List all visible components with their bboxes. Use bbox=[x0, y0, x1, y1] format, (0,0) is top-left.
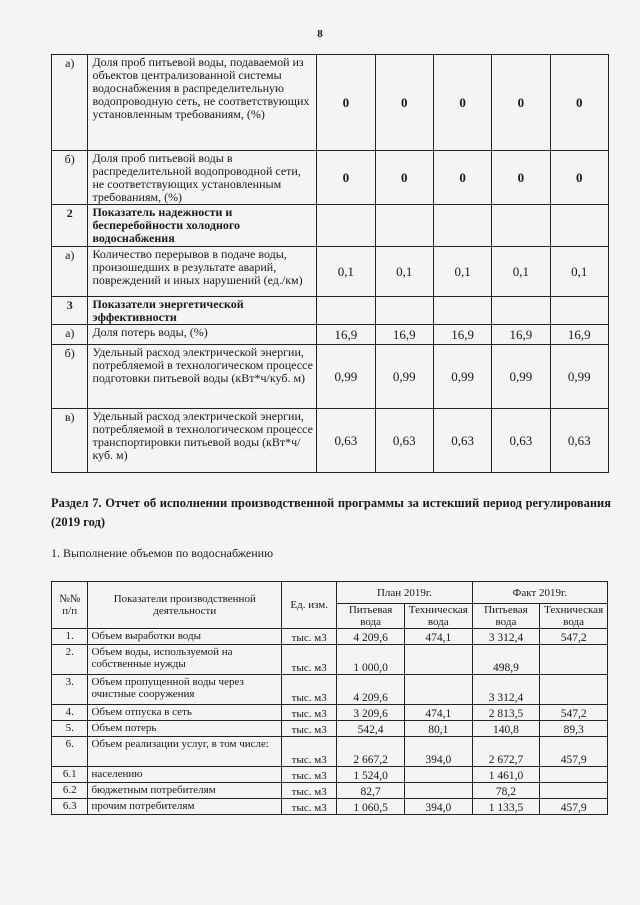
unit-cell: тыс. м3 bbox=[282, 721, 337, 737]
header-plan-technical: Техническая вода bbox=[404, 604, 472, 629]
indicator-value: 16,9 bbox=[433, 325, 491, 345]
fact-drinking-value: 78,2 bbox=[472, 783, 540, 799]
table-row bbox=[52, 737, 608, 767]
unit-cell: тыс. м3 bbox=[282, 737, 337, 767]
plan-drinking-value: 2 667,2 bbox=[337, 737, 405, 767]
indicator-value: 0,63 bbox=[433, 409, 491, 473]
table-row bbox=[52, 721, 608, 737]
indicator-name: Объем воды, используемой на собственные нужды bbox=[88, 645, 282, 675]
unit-cell: тыс. м3 bbox=[282, 675, 337, 705]
unit-cell: тыс. м3 bbox=[282, 645, 337, 675]
indicator-value: 0 bbox=[433, 55, 491, 151]
row-number: 3 bbox=[52, 297, 88, 325]
subsection-title: 1. Выполнение объемов по водоснабжению bbox=[51, 546, 274, 560]
indicator-value: 16,9 bbox=[317, 325, 375, 345]
plan-drinking-value: 4 209,6 bbox=[337, 675, 405, 705]
row-number: а) bbox=[52, 247, 88, 297]
row-number: 1. bbox=[52, 629, 88, 645]
indicator-name: Показатель надежности и бесперебойности холодного водоснабжения bbox=[88, 205, 317, 247]
row-number: 2. bbox=[52, 645, 88, 675]
unit-cell: тыс. м3 bbox=[282, 783, 337, 799]
unit-cell: тыс. м3 bbox=[282, 705, 337, 721]
table-row bbox=[52, 767, 608, 783]
indicator-value: 0,99 bbox=[492, 345, 550, 409]
fact-technical-value: 547,2 bbox=[540, 629, 608, 645]
indicator-value: 0 bbox=[375, 151, 433, 205]
indicator-value: 0,63 bbox=[375, 409, 433, 473]
row-number: б) bbox=[52, 345, 88, 409]
row-number: а) bbox=[52, 325, 88, 345]
indicator-row bbox=[52, 297, 609, 325]
row-number: 2 bbox=[52, 205, 88, 247]
plan-technical-value bbox=[404, 675, 472, 705]
plan-drinking-value: 82,7 bbox=[337, 783, 405, 799]
indicator-value: 0 bbox=[317, 151, 375, 205]
indicator-value: 0,1 bbox=[492, 247, 550, 297]
plan-technical-value: 474,1 bbox=[404, 705, 472, 721]
indicator-value bbox=[433, 205, 491, 247]
fact-drinking-value: 1 461,0 bbox=[472, 767, 540, 783]
fact-drinking-value: 1 133,5 bbox=[472, 799, 540, 815]
header-fact: Факт 2019г. bbox=[472, 582, 607, 604]
indicator-name: бюджетным потребителям bbox=[88, 783, 282, 799]
indicator-value: 0 bbox=[433, 151, 491, 205]
fact-drinking-value: 140,8 bbox=[472, 721, 540, 737]
indicator-name: Объем пропущенной воды через очистные сооружения bbox=[88, 675, 282, 705]
header-unit: Ед. изм. bbox=[282, 582, 337, 629]
table-row bbox=[52, 705, 608, 721]
header-indicator: Показатели производственной деятельности bbox=[88, 582, 282, 629]
indicator-name: Объем отпуска в сеть bbox=[88, 705, 282, 721]
header-num: №№ п/п bbox=[52, 582, 88, 629]
fact-technical-value: 457,9 bbox=[540, 799, 608, 815]
indicator-value: 0,99 bbox=[433, 345, 491, 409]
indicator-name: Удельный расход электрической энергии, потребляемой в технологическом процессе транспортировки питьевой воды (кВт*ч/куб. м) bbox=[88, 409, 317, 473]
indicator-value: 0 bbox=[492, 151, 550, 205]
unit-cell: тыс. м3 bbox=[282, 767, 337, 783]
indicator-value: 0,1 bbox=[433, 247, 491, 297]
plan-technical-value: 394,0 bbox=[404, 799, 472, 815]
table-row bbox=[52, 799, 608, 815]
indicator-row bbox=[52, 151, 609, 205]
row-number: б) bbox=[52, 151, 88, 205]
indicator-value bbox=[375, 205, 433, 247]
indicator-value: 0,99 bbox=[317, 345, 375, 409]
indicator-row bbox=[52, 345, 609, 409]
indicator-name: Показатели энергетической эффективности bbox=[88, 297, 317, 325]
indicator-value bbox=[375, 297, 433, 325]
indicator-name: Доля потерь воды, (%) bbox=[88, 325, 317, 345]
page-number: 8 bbox=[317, 28, 323, 40]
indicator-name: Доля проб питьевой воды в распределительной водопроводной сети, не соответствующих установленным требованиям, (%) bbox=[88, 151, 317, 205]
row-number: 6.1 bbox=[52, 767, 88, 783]
indicator-value: 0,1 bbox=[317, 247, 375, 297]
indicator-value: 16,9 bbox=[550, 325, 608, 345]
indicator-value: 0,1 bbox=[550, 247, 608, 297]
header-plan-drinking: Питьевая вода bbox=[337, 604, 405, 629]
indicator-value: 0,1 bbox=[375, 247, 433, 297]
row-number: 5. bbox=[52, 721, 88, 737]
table-row bbox=[52, 645, 608, 675]
indicator-value bbox=[550, 205, 608, 247]
indicator-value bbox=[550, 297, 608, 325]
row-number: 6. bbox=[52, 737, 88, 767]
plan-technical-value bbox=[404, 783, 472, 799]
indicator-name: Удельный расход электрической энергии, потребляемой в технологическом процессе подготовки питьевой воды (кВт*ч/куб. м) bbox=[88, 345, 317, 409]
indicator-value: 0,63 bbox=[317, 409, 375, 473]
indicator-name: Объем реализации услуг, в том числе: bbox=[88, 737, 282, 767]
fact-technical-value bbox=[540, 783, 608, 799]
row-number: 6.2 bbox=[52, 783, 88, 799]
indicator-value: 0,63 bbox=[550, 409, 608, 473]
indicator-name: Объем потерь bbox=[88, 721, 282, 737]
fact-technical-value: 89,3 bbox=[540, 721, 608, 737]
plan-drinking-value: 1 000,0 bbox=[337, 645, 405, 675]
fact-drinking-value: 3 312,4 bbox=[472, 675, 540, 705]
plan-technical-value bbox=[404, 767, 472, 783]
unit-cell: тыс. м3 bbox=[282, 799, 337, 815]
section-title: Раздел 7. Отчет об исполнении производственной программы за истекший период регулирования (2019 год) bbox=[51, 496, 611, 529]
table-row bbox=[52, 629, 608, 645]
fact-drinking-value: 3 312,4 bbox=[472, 629, 540, 645]
indicator-value: 0 bbox=[375, 55, 433, 151]
plan-drinking-value: 1 524,0 bbox=[337, 767, 405, 783]
indicator-value: 0 bbox=[550, 151, 608, 205]
production-volumes-table bbox=[51, 581, 608, 815]
row-number: 6.3 bbox=[52, 799, 88, 815]
indicator-name: прочим потребителям bbox=[88, 799, 282, 815]
indicator-value: 0 bbox=[550, 55, 608, 151]
table-row bbox=[52, 783, 608, 799]
row-number: 4. bbox=[52, 705, 88, 721]
indicator-name: Доля проб питьевой воды, подаваемой из объектов централизованной системы водоснабжения в распределительную водопроводную сеть, не соответствующих установленным требованиям, (%) bbox=[88, 55, 317, 151]
indicator-name: Количество перерывов в подаче воды, произошедших в результате аварий, повреждений и иных нарушений (ед./км) bbox=[88, 247, 317, 297]
indicator-value: 0,99 bbox=[550, 345, 608, 409]
indicator-value: 0,63 bbox=[492, 409, 550, 473]
row-number: а) bbox=[52, 55, 88, 151]
table-row bbox=[52, 675, 608, 705]
fact-technical-value: 457,9 bbox=[540, 737, 608, 767]
plan-technical-value: 80,1 bbox=[404, 721, 472, 737]
fact-technical-value: 547,2 bbox=[540, 705, 608, 721]
indicators-table bbox=[51, 54, 609, 473]
header-plan: План 2019г. bbox=[337, 582, 472, 604]
indicator-value: 0 bbox=[317, 55, 375, 151]
indicator-row bbox=[52, 325, 609, 345]
plan-technical-value: 474,1 bbox=[404, 629, 472, 645]
indicator-value: 0,99 bbox=[375, 345, 433, 409]
indicator-value bbox=[492, 205, 550, 247]
fact-technical-value bbox=[540, 675, 608, 705]
indicator-value bbox=[317, 205, 375, 247]
plan-drinking-value: 1 060,5 bbox=[337, 799, 405, 815]
indicator-value: 0 bbox=[492, 55, 550, 151]
row-number: в) bbox=[52, 409, 88, 473]
plan-technical-value: 394,0 bbox=[404, 737, 472, 767]
indicator-value bbox=[492, 297, 550, 325]
plan-technical-value bbox=[404, 645, 472, 675]
indicator-value: 16,9 bbox=[375, 325, 433, 345]
header-fact-technical: Техническая вода bbox=[540, 604, 608, 629]
fact-technical-value bbox=[540, 645, 608, 675]
indicator-row bbox=[52, 247, 609, 297]
header-fact-drinking: Питьевая вода bbox=[472, 604, 540, 629]
plan-drinking-value: 4 209,6 bbox=[337, 629, 405, 645]
fact-drinking-value: 498,9 bbox=[472, 645, 540, 675]
indicator-name: Объем выработки воды bbox=[88, 629, 282, 645]
row-number: 3. bbox=[52, 675, 88, 705]
indicator-value bbox=[433, 297, 491, 325]
indicator-value: 16,9 bbox=[492, 325, 550, 345]
plan-drinking-value: 542,4 bbox=[337, 721, 405, 737]
plan-drinking-value: 3 209,6 bbox=[337, 705, 405, 721]
fact-technical-value bbox=[540, 767, 608, 783]
fact-drinking-value: 2 813,5 bbox=[472, 705, 540, 721]
unit-cell: тыс. м3 bbox=[282, 629, 337, 645]
fact-drinking-value: 2 672,7 bbox=[472, 737, 540, 767]
indicator-name: населению bbox=[88, 767, 282, 783]
indicator-value bbox=[317, 297, 375, 325]
indicator-row bbox=[52, 55, 609, 151]
indicator-row bbox=[52, 205, 609, 247]
indicator-row bbox=[52, 409, 609, 473]
